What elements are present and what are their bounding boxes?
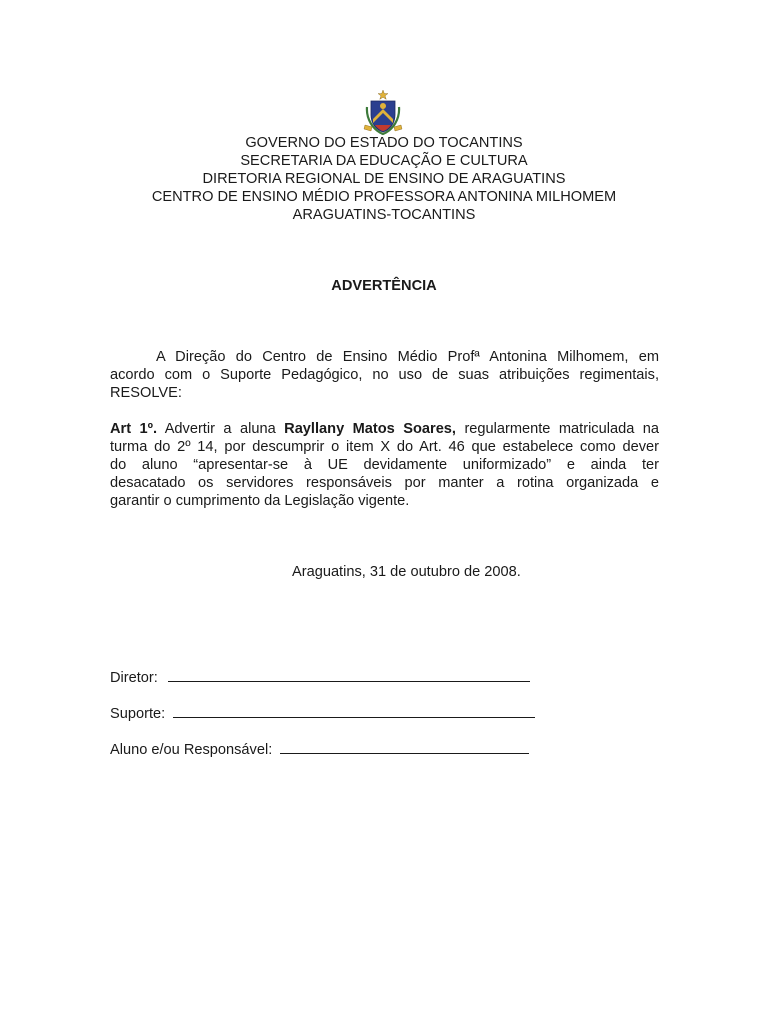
preamble-line: acordo com o Suporte Pedagógico, no uso de suas atribuições regimentais, (110, 367, 659, 383)
date-line: Araguatins, 31 de outubro de 2008. (292, 564, 521, 580)
article-line: do aluno “apresentar-se à UE devidamente uniformizado” e ainda ter (110, 457, 659, 473)
state-coat-of-arms-icon (361, 89, 405, 137)
letterhead (0, 134, 768, 224)
preamble-resolve: RESOLVE: (110, 385, 182, 401)
preamble-text: A Direção do Centro de Ensino Médio Profª Antonina Milhomem, em (156, 349, 659, 365)
signature-line (280, 741, 529, 754)
student-name: Rayllany Matos Soares, (284, 421, 456, 437)
signature-label: Aluno e/ou Responsável: (110, 742, 273, 758)
letterhead-regional-board: DIRETORIA REGIONAL DE ENSINO DE ARAGUATINS (202, 171, 566, 187)
signature-support (110, 705, 535, 723)
signature-director (110, 669, 530, 687)
letterhead-secretariat: SECRETARIA DA EDUCAÇÃO E CULTURA (240, 153, 528, 169)
signature-student-guardian (110, 741, 529, 759)
signature-line (168, 669, 530, 682)
letterhead-government: GOVERNO DO ESTADO DO TOCANTINS (245, 135, 523, 151)
signature-line (173, 705, 535, 718)
article-line (110, 420, 659, 438)
document-title: ADVERTÊNCIA (331, 278, 437, 294)
article-label: Art 1º. (110, 421, 158, 437)
article-line: turma do 2º 14, por descumprir o item X do Art. 46 que estabelece como dever (110, 439, 659, 455)
preamble-paragraph (110, 348, 659, 402)
signature-label: Diretor: (110, 670, 158, 686)
article-text: regularmente matriculada na (464, 421, 659, 437)
letterhead-school: CENTRO DE ENSINO MÉDIO PROFESSORA ANTONINA MILHOMEM (151, 189, 617, 205)
signature-label: Suporte: (110, 706, 166, 722)
letterhead-city: ARAGUATINS-TOCANTINS (292, 207, 476, 223)
article-text: Advertir a aluna (164, 421, 276, 437)
article-paragraph (110, 420, 659, 510)
article-line: desacatado os servidores responsáveis por manter a rotina organizada e (110, 475, 659, 491)
preamble-line (110, 348, 659, 366)
article-line: garantir o cumprimento da Legislação vigente. (110, 493, 410, 509)
